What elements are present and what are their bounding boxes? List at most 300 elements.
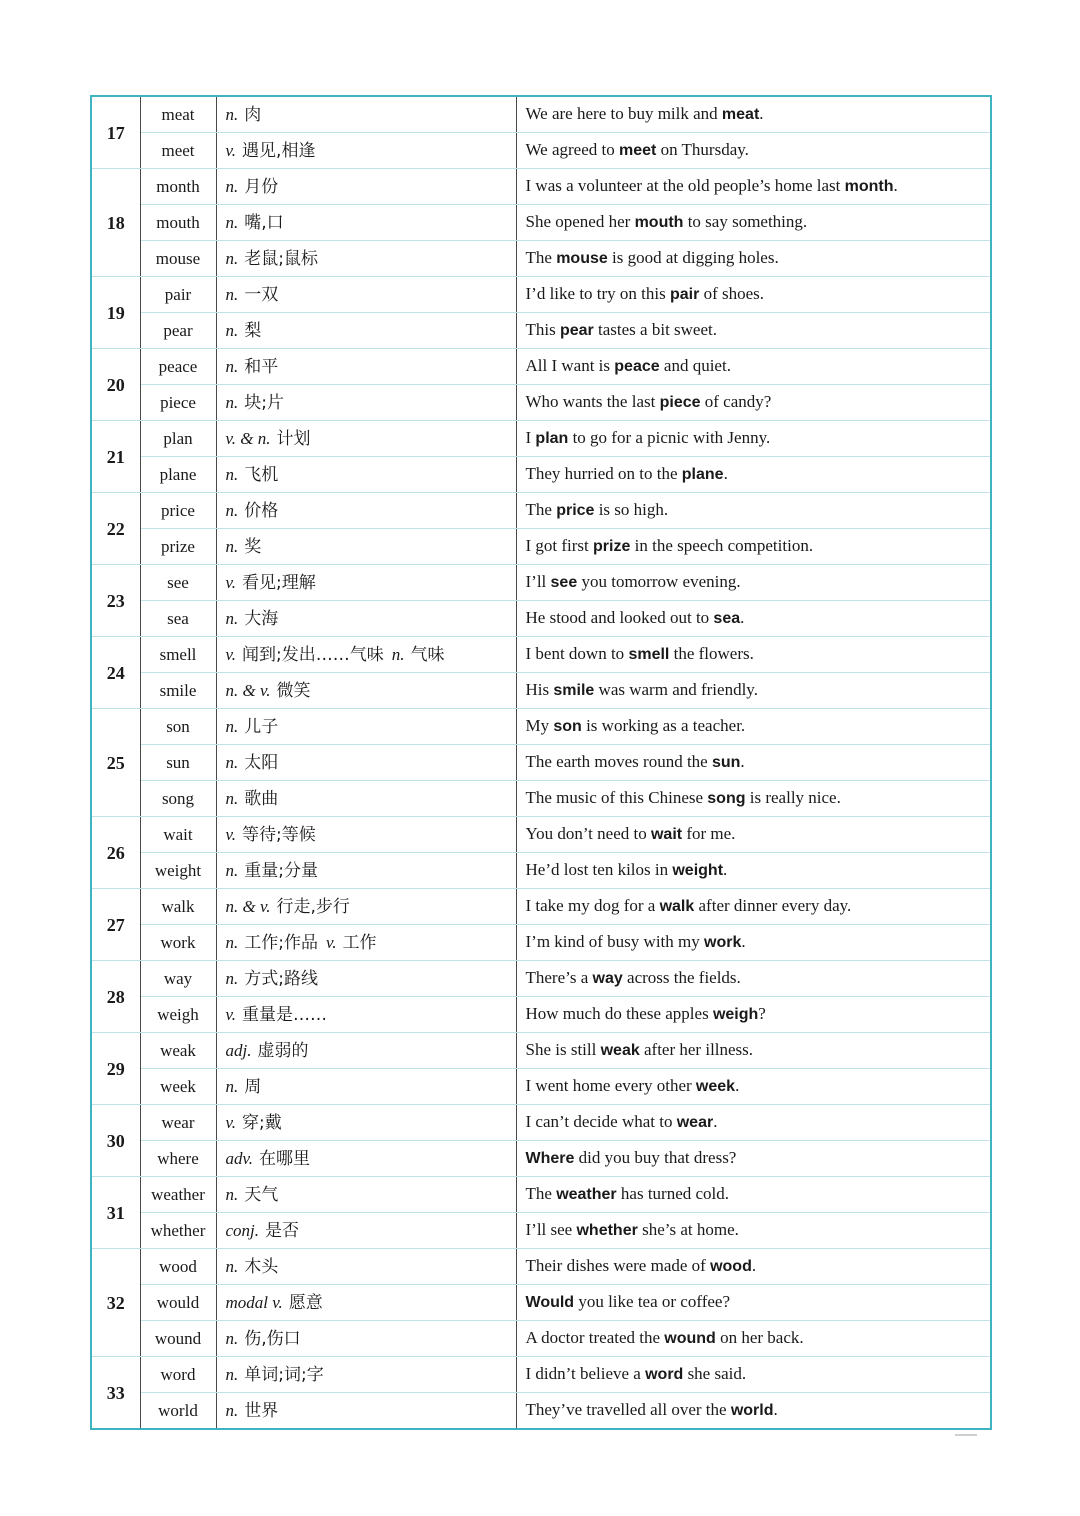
highlighted-word: meet bbox=[619, 142, 657, 159]
vocab-meaning bbox=[216, 1321, 516, 1357]
vocab-word: work bbox=[140, 925, 216, 961]
table-row bbox=[91, 673, 991, 709]
sentence-text: The earth moves round the bbox=[525, 752, 712, 771]
table-row bbox=[91, 1105, 991, 1141]
group-number: 27 bbox=[91, 889, 140, 961]
highlighted-word: plane bbox=[681, 466, 724, 483]
table-row bbox=[91, 313, 991, 349]
example-sentence bbox=[516, 277, 991, 313]
sentence-text: This bbox=[525, 320, 560, 339]
sentence-text: . bbox=[751, 1256, 757, 1275]
part-of-speech: v. bbox=[225, 140, 237, 160]
sentence-text: . bbox=[723, 860, 728, 879]
sentence-text: I take my dog for a bbox=[525, 896, 660, 915]
vocab-meaning bbox=[216, 817, 516, 853]
vocab-meaning bbox=[216, 565, 516, 601]
part-of-speech: n. & v. bbox=[225, 680, 271, 700]
example-sentence bbox=[516, 1285, 991, 1321]
example-sentence bbox=[516, 133, 991, 169]
chinese-meaning: 月份 bbox=[244, 176, 279, 197]
highlighted-word: way bbox=[592, 970, 623, 987]
chinese-meaning: 重量;分量 bbox=[244, 860, 318, 881]
table-row bbox=[91, 1249, 991, 1285]
sentence-text: The bbox=[525, 1184, 557, 1203]
group-number: 18 bbox=[91, 169, 140, 277]
table-row bbox=[91, 853, 991, 889]
vocab-word: plane bbox=[140, 457, 216, 493]
highlighted-word: smile bbox=[553, 682, 595, 699]
highlighted-word: smell bbox=[628, 646, 670, 663]
highlighted-word: sea bbox=[713, 610, 741, 627]
chinese-meaning: 梨 bbox=[244, 320, 262, 341]
highlighted-word: mouse bbox=[556, 250, 608, 267]
example-sentence bbox=[516, 385, 991, 421]
example-sentence bbox=[516, 493, 991, 529]
table-row bbox=[91, 1177, 991, 1213]
vocab-meaning bbox=[216, 961, 516, 997]
highlighted-word: month bbox=[844, 178, 894, 195]
chinese-meaning: 伤,伤口 bbox=[244, 1328, 301, 1349]
part-of-speech: n. bbox=[225, 104, 239, 124]
vocab-word: meet bbox=[140, 133, 216, 169]
vocab-meaning bbox=[216, 529, 516, 565]
example-sentence bbox=[516, 349, 991, 385]
highlighted-word: weigh bbox=[712, 1006, 759, 1023]
vocab-meaning bbox=[216, 1033, 516, 1069]
vocab-table bbox=[90, 95, 992, 1430]
part-of-speech: n. bbox=[225, 608, 239, 628]
chinese-meaning: 和平 bbox=[244, 356, 279, 377]
vocab-word: peace bbox=[140, 349, 216, 385]
page-number-mark bbox=[955, 1434, 977, 1436]
part-of-speech: v. & n. bbox=[225, 428, 271, 448]
group-number: 20 bbox=[91, 349, 140, 421]
chinese-meaning: 太阳 bbox=[244, 752, 279, 773]
group-number: 32 bbox=[91, 1249, 140, 1357]
chinese-meaning: 价格 bbox=[244, 500, 279, 521]
group-number: 22 bbox=[91, 493, 140, 565]
chinese-meaning: 穿;戴 bbox=[242, 1112, 282, 1133]
chinese-meaning: 肉 bbox=[244, 104, 262, 125]
table-row bbox=[91, 349, 991, 385]
part-of-speech: n. bbox=[225, 392, 239, 412]
chinese-meaning: 是否 bbox=[265, 1220, 300, 1241]
table-row bbox=[91, 1141, 991, 1177]
part-of-speech: v. bbox=[325, 932, 337, 952]
example-sentence bbox=[516, 673, 991, 709]
vocab-meaning bbox=[216, 385, 516, 421]
vocab-meaning bbox=[216, 241, 516, 277]
sentence-text: I’ll see bbox=[525, 1220, 577, 1239]
vocab-meaning bbox=[216, 925, 516, 961]
sentence-text: on her back. bbox=[715, 1328, 804, 1347]
vocab-meaning bbox=[216, 889, 516, 925]
vocab-meaning bbox=[216, 421, 516, 457]
sentence-text: . bbox=[723, 464, 728, 483]
group-number: 23 bbox=[91, 565, 140, 637]
sentence-text: . bbox=[740, 608, 745, 627]
group-number: 30 bbox=[91, 1105, 140, 1177]
vocab-word: plan bbox=[140, 421, 216, 457]
chinese-meaning: 工作 bbox=[342, 932, 377, 953]
example-sentence bbox=[516, 1141, 991, 1177]
sentence-text: was warm and friendly. bbox=[594, 680, 758, 699]
highlighted-word: wait bbox=[650, 826, 683, 843]
part-of-speech: n. bbox=[225, 1256, 239, 1276]
vocab-meaning bbox=[216, 745, 516, 781]
highlighted-word: Where bbox=[525, 1150, 575, 1167]
vocab-word: wound bbox=[140, 1321, 216, 1357]
vocab-meaning bbox=[216, 1393, 516, 1430]
chinese-meaning: 重量是…… bbox=[242, 1004, 328, 1025]
table-row bbox=[91, 961, 991, 997]
vocab-word: wood bbox=[140, 1249, 216, 1285]
vocab-meaning bbox=[216, 457, 516, 493]
example-sentence bbox=[516, 925, 991, 961]
part-of-speech: n. bbox=[225, 968, 239, 988]
vocab-meaning bbox=[216, 1357, 516, 1393]
highlighted-word: pear bbox=[559, 322, 594, 339]
vocab-word: sun bbox=[140, 745, 216, 781]
vocab-word: month bbox=[140, 169, 216, 205]
highlighted-word: wear bbox=[676, 1114, 714, 1131]
highlighted-word: word bbox=[645, 1366, 684, 1383]
sentence-text: They hurried on to the bbox=[525, 464, 682, 483]
sentence-text: . bbox=[713, 1112, 718, 1131]
sentence-text: He’d lost ten kilos in bbox=[525, 860, 673, 879]
sentence-text: I can’t decide what to bbox=[525, 1112, 677, 1131]
group-number: 17 bbox=[91, 96, 140, 169]
part-of-speech: n. bbox=[391, 644, 405, 664]
vocab-meaning bbox=[216, 601, 516, 637]
vocab-meaning bbox=[216, 205, 516, 241]
example-sentence bbox=[516, 1357, 991, 1393]
example-sentence bbox=[516, 205, 991, 241]
sentence-text: is working as a teacher. bbox=[581, 716, 746, 735]
sentence-text: The music of this Chinese bbox=[525, 788, 708, 807]
example-sentence bbox=[516, 1249, 991, 1285]
example-sentence bbox=[516, 421, 991, 457]
sentence-text: . bbox=[893, 176, 898, 195]
sentence-text: I bbox=[525, 428, 536, 447]
sentence-text: I went home every other bbox=[525, 1076, 696, 1095]
part-of-speech: n. bbox=[225, 176, 239, 196]
table-row bbox=[91, 637, 991, 673]
part-of-speech: n. bbox=[225, 1364, 239, 1384]
example-sentence bbox=[516, 457, 991, 493]
table-row bbox=[91, 241, 991, 277]
sentence-text: you like tea or coffee? bbox=[574, 1292, 730, 1311]
chinese-meaning: 飞机 bbox=[244, 464, 279, 485]
vocab-word: son bbox=[140, 709, 216, 745]
sentence-text: . bbox=[773, 1400, 778, 1419]
table-row bbox=[91, 817, 991, 853]
table-row bbox=[91, 601, 991, 637]
example-sentence bbox=[516, 961, 991, 997]
sentence-text: in the speech competition. bbox=[630, 536, 814, 555]
chinese-meaning: 木头 bbox=[244, 1256, 279, 1277]
vocab-word: where bbox=[140, 1141, 216, 1177]
vocab-word: mouse bbox=[140, 241, 216, 277]
highlighted-word: meat bbox=[721, 106, 760, 123]
highlighted-word: peace bbox=[614, 358, 660, 375]
chinese-meaning: 行走,步行 bbox=[276, 896, 350, 917]
sentence-text: of candy? bbox=[700, 392, 772, 411]
vocab-word: wait bbox=[140, 817, 216, 853]
vocab-meaning bbox=[216, 1105, 516, 1141]
sentence-text: is good at digging holes. bbox=[607, 248, 779, 267]
sentence-text: We are here to buy milk and bbox=[525, 104, 722, 123]
sentence-text: They’ve travelled all over the bbox=[525, 1400, 731, 1419]
highlighted-word: world bbox=[730, 1402, 774, 1419]
vocab-word: weigh bbox=[140, 997, 216, 1033]
highlighted-word: song bbox=[707, 790, 746, 807]
sentence-text: to say something. bbox=[683, 212, 808, 231]
example-sentence bbox=[516, 1177, 991, 1213]
example-sentence bbox=[516, 1321, 991, 1357]
vocab-meaning bbox=[216, 169, 516, 205]
part-of-speech: n. bbox=[225, 788, 239, 808]
sentence-text: She opened her bbox=[525, 212, 635, 231]
table-row bbox=[91, 1213, 991, 1249]
highlighted-word: prize bbox=[593, 538, 631, 555]
chinese-meaning: 虚弱的 bbox=[257, 1040, 309, 1061]
vocab-meaning bbox=[216, 493, 516, 529]
vocab-meaning bbox=[216, 313, 516, 349]
part-of-speech: v. bbox=[225, 572, 237, 592]
vocab-word: whether bbox=[140, 1213, 216, 1249]
vocab-word: weather bbox=[140, 1177, 216, 1213]
sentence-text: We agreed to bbox=[525, 140, 619, 159]
chinese-meaning: 遇见,相逢 bbox=[242, 140, 316, 161]
table-row bbox=[91, 1033, 991, 1069]
table-row bbox=[91, 925, 991, 961]
sentence-text: did you buy that dress? bbox=[574, 1148, 737, 1167]
example-sentence bbox=[516, 997, 991, 1033]
chinese-meaning: 闻到;发出……气味 bbox=[242, 644, 384, 665]
chinese-meaning: 世界 bbox=[244, 1400, 279, 1421]
part-of-speech: n. bbox=[225, 536, 239, 556]
highlighted-word: wood bbox=[710, 1258, 752, 1275]
table-row bbox=[91, 169, 991, 205]
sentence-text: How much do these apples bbox=[525, 1004, 713, 1023]
sentence-text: Their dishes were made of bbox=[525, 1256, 711, 1275]
chinese-meaning: 方式;路线 bbox=[244, 968, 318, 989]
example-sentence bbox=[516, 1105, 991, 1141]
sentence-text: She is still bbox=[525, 1040, 601, 1059]
sentence-text: . bbox=[741, 932, 746, 951]
sentence-text: Who wants the last bbox=[525, 392, 660, 411]
example-sentence bbox=[516, 529, 991, 565]
table-row bbox=[91, 745, 991, 781]
vocab-meaning bbox=[216, 349, 516, 385]
example-sentence bbox=[516, 169, 991, 205]
example-sentence bbox=[516, 241, 991, 277]
sentence-text: . bbox=[735, 1076, 740, 1095]
table-row bbox=[91, 421, 991, 457]
sentence-text: after dinner every day. bbox=[694, 896, 852, 915]
table-row bbox=[91, 1285, 991, 1321]
sentence-text: of shoes. bbox=[699, 284, 765, 303]
vocab-meaning bbox=[216, 1249, 516, 1285]
chinese-meaning: 气味 bbox=[410, 644, 445, 665]
vocab-meaning bbox=[216, 1177, 516, 1213]
vocab-word: meat bbox=[140, 96, 216, 133]
part-of-speech: n. bbox=[225, 1076, 239, 1096]
table-row bbox=[91, 1393, 991, 1430]
highlighted-word: work bbox=[704, 934, 742, 951]
sentence-text: All I want is bbox=[525, 356, 615, 375]
sentence-text: is so high. bbox=[594, 500, 669, 519]
example-sentence bbox=[516, 565, 991, 601]
sentence-text: I didn’t believe a bbox=[525, 1364, 646, 1383]
part-of-speech: n. bbox=[225, 716, 239, 736]
highlighted-word: weather bbox=[556, 1186, 617, 1203]
vocab-word: walk bbox=[140, 889, 216, 925]
example-sentence bbox=[516, 781, 991, 817]
group-number: 25 bbox=[91, 709, 140, 817]
highlighted-word: wound bbox=[664, 1330, 716, 1347]
highlighted-word: whether bbox=[576, 1222, 638, 1239]
part-of-speech: adv. bbox=[225, 1148, 254, 1168]
table-row bbox=[91, 529, 991, 565]
chinese-meaning: 工作;作品 bbox=[244, 932, 318, 953]
example-sentence bbox=[516, 889, 991, 925]
group-number: 29 bbox=[91, 1033, 140, 1105]
group-number: 21 bbox=[91, 421, 140, 493]
table-row bbox=[91, 1357, 991, 1393]
part-of-speech: n. bbox=[225, 320, 239, 340]
highlighted-word: walk bbox=[659, 898, 695, 915]
part-of-speech: v. bbox=[225, 644, 237, 664]
table-row bbox=[91, 493, 991, 529]
sentence-text: I’ll bbox=[525, 572, 551, 591]
vocab-word: piece bbox=[140, 385, 216, 421]
table-row bbox=[91, 1321, 991, 1357]
table-row bbox=[91, 277, 991, 313]
chinese-meaning: 老鼠;鼠标 bbox=[244, 248, 318, 269]
part-of-speech: n. bbox=[225, 500, 239, 520]
sentence-text: across the fields. bbox=[622, 968, 741, 987]
sentence-text: My bbox=[525, 716, 554, 735]
table-row bbox=[91, 565, 991, 601]
sentence-text: I got first bbox=[525, 536, 594, 555]
vocab-word: would bbox=[140, 1285, 216, 1321]
sentence-text: I bent down to bbox=[525, 644, 629, 663]
sentence-text: His bbox=[525, 680, 554, 699]
vocab-meaning bbox=[216, 853, 516, 889]
chinese-meaning: 单词;词;字 bbox=[244, 1364, 324, 1385]
sentence-text: He stood and looked out to bbox=[525, 608, 714, 627]
sentence-text: The bbox=[525, 248, 557, 267]
part-of-speech: modal v. bbox=[225, 1292, 283, 1312]
vocab-word: weak bbox=[140, 1033, 216, 1069]
sentence-text: There’s a bbox=[525, 968, 593, 987]
part-of-speech: n. bbox=[225, 860, 239, 880]
chinese-meaning: 块;片 bbox=[244, 392, 284, 413]
group-number: 19 bbox=[91, 277, 140, 349]
example-sentence bbox=[516, 313, 991, 349]
vocab-word: week bbox=[140, 1069, 216, 1105]
part-of-speech: v. bbox=[225, 1112, 237, 1132]
chinese-meaning: 看见;理解 bbox=[242, 572, 316, 593]
vocab-word: weight bbox=[140, 853, 216, 889]
table-row bbox=[91, 781, 991, 817]
chinese-meaning: 愿意 bbox=[288, 1292, 323, 1313]
vocab-word: see bbox=[140, 565, 216, 601]
sentence-text: . bbox=[740, 752, 745, 771]
chinese-meaning: 大海 bbox=[244, 608, 279, 629]
vocab-meaning bbox=[216, 277, 516, 313]
vocab-word: song bbox=[140, 781, 216, 817]
highlighted-word: pair bbox=[669, 286, 700, 303]
part-of-speech: n. bbox=[225, 752, 239, 772]
table-row bbox=[91, 1069, 991, 1105]
vocab-word: smile bbox=[140, 673, 216, 709]
vocab-table-body bbox=[91, 96, 991, 1429]
chinese-meaning: 在哪里 bbox=[259, 1148, 311, 1169]
part-of-speech: n. bbox=[225, 284, 239, 304]
part-of-speech: n. bbox=[225, 932, 239, 952]
part-of-speech: n. bbox=[225, 464, 239, 484]
table-row bbox=[91, 96, 991, 133]
sentence-text: has turned cold. bbox=[616, 1184, 730, 1203]
highlighted-word: plan bbox=[535, 430, 569, 447]
sentence-text: you tomorrow evening. bbox=[577, 572, 741, 591]
chinese-meaning: 等待;等候 bbox=[242, 824, 316, 845]
vocab-word: wear bbox=[140, 1105, 216, 1141]
vocab-word: way bbox=[140, 961, 216, 997]
part-of-speech: v. bbox=[225, 824, 237, 844]
sentence-text: I’d like to try on this bbox=[525, 284, 670, 303]
vocab-word: smell bbox=[140, 637, 216, 673]
part-of-speech: n. bbox=[225, 356, 239, 376]
vocab-meaning bbox=[216, 1285, 516, 1321]
example-sentence bbox=[516, 853, 991, 889]
example-sentence bbox=[516, 745, 991, 781]
chinese-meaning: 天气 bbox=[244, 1184, 279, 1205]
sentence-text: after her illness. bbox=[639, 1040, 754, 1059]
sentence-text: tastes a bit sweet. bbox=[593, 320, 717, 339]
highlighted-word: price bbox=[556, 502, 595, 519]
table-row bbox=[91, 205, 991, 241]
example-sentence bbox=[516, 1393, 991, 1430]
sentence-text: to go for a picnic with Jenny. bbox=[568, 428, 771, 447]
sentence-text: she said. bbox=[683, 1364, 747, 1383]
vocab-word: price bbox=[140, 493, 216, 529]
part-of-speech: conj. bbox=[225, 1220, 260, 1240]
chinese-meaning: 奖 bbox=[244, 536, 262, 557]
vocab-word: sea bbox=[140, 601, 216, 637]
highlighted-word: week bbox=[695, 1078, 736, 1095]
highlighted-word: see bbox=[550, 574, 578, 591]
vocab-word: pair bbox=[140, 277, 216, 313]
part-of-speech: n. bbox=[225, 1400, 239, 1420]
table-row bbox=[91, 133, 991, 169]
part-of-speech: n. bbox=[225, 212, 239, 232]
sentence-text: I was a volunteer at the old people’s home last bbox=[525, 176, 845, 195]
chinese-meaning: 微笑 bbox=[276, 680, 311, 701]
chinese-meaning: 歌曲 bbox=[244, 788, 279, 809]
vocab-meaning bbox=[216, 997, 516, 1033]
sentence-text: You don’t need to bbox=[525, 824, 651, 843]
part-of-speech: adj. bbox=[225, 1040, 252, 1060]
sentence-text: ? bbox=[758, 1004, 766, 1023]
highlighted-word: weak bbox=[600, 1042, 640, 1059]
sentence-text: . bbox=[759, 104, 764, 123]
highlighted-word: piece bbox=[659, 394, 701, 411]
vocab-word: mouth bbox=[140, 205, 216, 241]
